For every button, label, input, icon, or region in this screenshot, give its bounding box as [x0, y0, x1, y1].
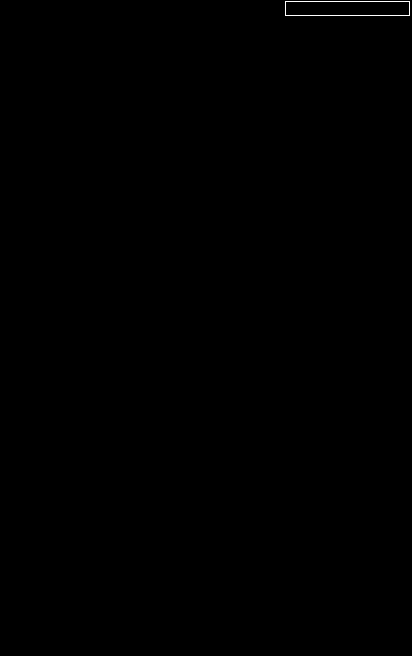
header-row	[1, 1, 411, 17]
income-statement-table	[1, 1, 411, 655]
year-2011-header	[285, 17, 346, 32]
consolidated-header	[285, 1, 410, 16]
year-2010-header	[348, 17, 410, 32]
statement-title	[2, 1, 283, 16]
years-row	[1, 17, 411, 33]
company-name	[2, 17, 283, 32]
